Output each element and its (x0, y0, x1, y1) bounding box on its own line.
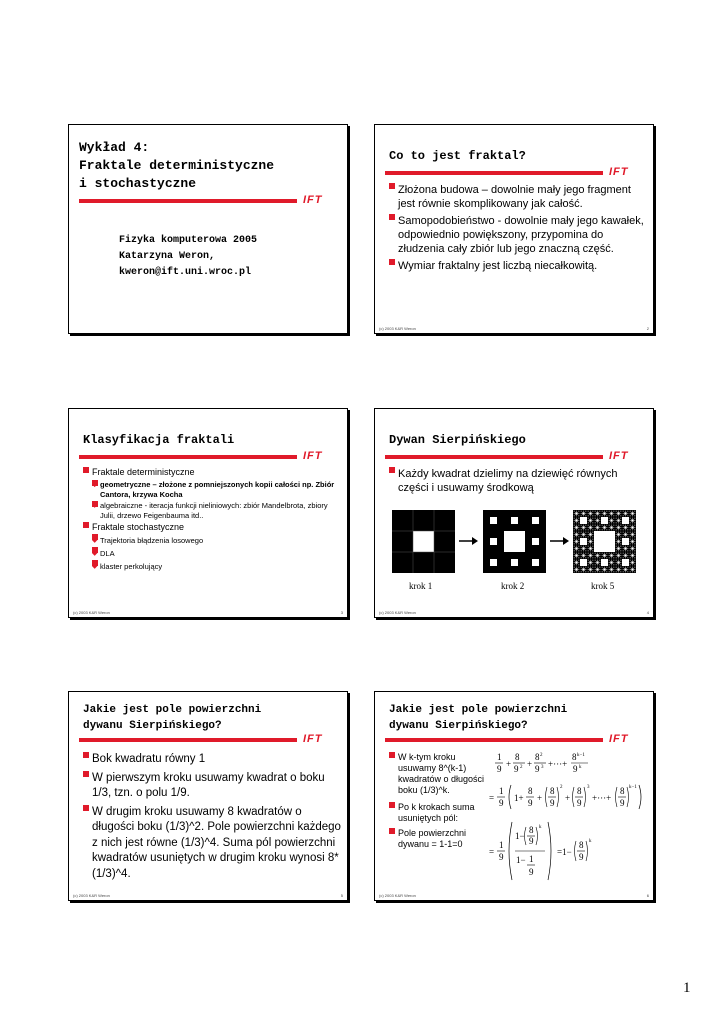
slide-number: 3 (340, 610, 343, 615)
svg-text:8: 8 (572, 752, 577, 762)
svg-text:k: k (539, 825, 542, 830)
slide-number: 2 (646, 326, 649, 331)
svg-text:8: 8 (579, 840, 584, 850)
slide-4 (374, 408, 654, 618)
svg-text:9: 9 (579, 852, 584, 862)
svg-text:+···+: +···+ (592, 793, 612, 803)
bullet-item: W k-tym kroku usuwamy 8^(k-1) kwadratów o długości boku (1/3)^k. (389, 752, 487, 796)
svg-text:9: 9 (514, 764, 519, 774)
author-line: Fizyka komputerowa 2005 (119, 235, 258, 246)
step-caption: krok 2 (501, 581, 525, 591)
svg-text:1−: 1− (515, 831, 525, 841)
sierpinski-step-5 (573, 510, 636, 573)
svg-text:3: 3 (587, 785, 590, 790)
svg-text:8: 8 (550, 786, 555, 796)
title-underline (385, 455, 603, 459)
slide-2 (374, 124, 654, 334)
svg-text:8: 8 (528, 786, 533, 796)
ift-logo: IFT (609, 166, 629, 178)
svg-text:+: + (537, 793, 543, 803)
step-caption: krok 1 (409, 581, 433, 591)
svg-text:+: + (506, 759, 512, 769)
svg-text:k: k (589, 839, 592, 844)
slide-title: Co to jest fraktal? (389, 149, 526, 163)
sierpinski-step-1 (392, 510, 455, 573)
title-underline (79, 738, 297, 742)
svg-text:9: 9 (535, 764, 540, 774)
sub-item: ◆ geometryczne – złożone z pomniejszonych kopii całości np. Zbiór Cantora, krzywa Kocha (92, 480, 339, 499)
sub-item: ◆ algebraiczne - iteracja funkcji nieliniowych: zbiór Mandelbrota, zbiory Julii, drzewo Feigenbauma itd.. (92, 501, 339, 520)
svg-text:=: = (489, 847, 495, 857)
title-underline (79, 199, 297, 203)
bullet-list (389, 467, 645, 495)
svg-text:8: 8 (535, 752, 540, 762)
arrow-right-icon (550, 536, 570, 546)
bullet-item (83, 522, 339, 573)
page-number: 1 (683, 980, 691, 996)
slide-title: Dywan Sierpińskiego (389, 433, 526, 447)
bullet-text: Fraktale deterministyczne (92, 467, 195, 477)
ift-logo: IFT (303, 450, 323, 462)
slide-number: 4 (646, 610, 649, 615)
svg-text:1: 1 (497, 752, 502, 762)
slide-1 (68, 124, 348, 334)
slide-footer: (c) 2003 K&R Weron (379, 893, 416, 898)
slide-title: Jakie jest pole powierzchni dywanu Sierpińskiego? (389, 704, 568, 732)
svg-text:1: 1 (499, 840, 504, 850)
sub-item: ◆ DLA (92, 547, 339, 560)
ift-logo: IFT (609, 733, 629, 745)
bullet-list (389, 183, 647, 273)
svg-text:9: 9 (499, 798, 504, 808)
bullet-list (389, 752, 487, 850)
ift-logo: IFT (609, 450, 629, 462)
svg-text:2: 2 (540, 753, 543, 758)
svg-text:1: 1 (529, 854, 534, 864)
author-block (119, 233, 257, 281)
svg-text:9: 9 (529, 836, 534, 846)
bullet-item: Złożona budowa – dowolnie mały jego fragment jest równie skomplikowany jak całość. (389, 183, 647, 211)
bullet-item: W drugim kroku usuwamy 8 kwadratów o długości boku (1/3)^2. Pole powierzchni każdego z nich jest równe (1/3)^4. Suma pól powierzchni kwadratów usuniętych w drugim kroku wynosi 8* (1/3)^4. (83, 805, 341, 883)
svg-text:=: = (489, 793, 495, 803)
bullet-item: Pole powierzchni dywanu = 1-1=0 (389, 828, 487, 850)
bullet-list (83, 467, 339, 573)
svg-text:1: 1 (499, 786, 504, 796)
svg-text:+: + (527, 759, 533, 769)
sub-item: ◆ Trajektoria błądzenia losowego (92, 534, 339, 547)
svg-text:9: 9 (577, 798, 582, 808)
slide-5 (68, 691, 348, 901)
bullet-text: Fraktale stochastyczne (92, 522, 185, 532)
sub-item: ◆ klaster perkolujący (92, 560, 339, 573)
svg-text:9: 9 (620, 798, 625, 808)
svg-text:8: 8 (577, 786, 582, 796)
svg-text:9: 9 (497, 764, 502, 774)
svg-text:2: 2 (520, 765, 523, 770)
slide-title: Klasyfikacja fraktali (83, 433, 235, 447)
ift-logo: IFT (303, 733, 323, 745)
bullet-item: Każdy kwadrat dzielimy na dziewięć równych części i usuwamy środkową (389, 467, 645, 495)
svg-text:9: 9 (573, 764, 578, 774)
sub-list (92, 534, 339, 573)
svg-text:=1−: =1− (557, 847, 572, 857)
svg-text:k−1: k−1 (577, 753, 585, 758)
slide-footer: (c) 2003 K&R Weron (379, 610, 416, 615)
svg-text:1+: 1+ (514, 793, 524, 803)
svg-text:9: 9 (528, 798, 533, 808)
ift-logo: IFT (303, 194, 323, 206)
svg-text:k: k (579, 765, 582, 770)
slide-3 (68, 408, 348, 618)
author-line: Katarzyna Weron, (119, 251, 216, 262)
svg-text:9: 9 (499, 852, 504, 862)
slide-title: Wykład 4: Fraktale deterministyczne i stochastyczne (79, 140, 275, 191)
svg-text:9: 9 (529, 867, 534, 877)
area-sum-formula (489, 748, 651, 882)
svg-text:k−1: k−1 (629, 785, 637, 790)
svg-text:1−: 1− (516, 855, 526, 865)
slide-number: 5 (340, 893, 343, 898)
step-caption: krok 5 (591, 581, 615, 591)
author-line: kweron@ift.uni.wroc.pl (119, 267, 252, 278)
bullet-item: Bok kwadratu równy 1 (83, 752, 341, 768)
svg-text:8: 8 (529, 825, 534, 835)
svg-text:2: 2 (560, 785, 563, 790)
svg-text:3: 3 (541, 765, 544, 770)
svg-text:+···+: +···+ (548, 759, 568, 769)
svg-text:8: 8 (620, 786, 625, 796)
sub-list (92, 480, 339, 520)
slide-footer: (c) 2003 K&R Weron (73, 610, 110, 615)
slide-footer: (c) 2003 K&R Weron (73, 893, 110, 898)
title-underline (385, 171, 603, 175)
bullet-item: Samopodobieństwo - dowolnie mały jego kawałek, odpowiednio powiększony, przypomina do złudzenia cały zbiór lub jego znaczną część. (389, 214, 647, 256)
svg-text:9: 9 (550, 798, 555, 808)
bullet-item: Po k krokach suma usuniętych pól: (389, 802, 487, 824)
slide-footer: (c) 2003 K&R Weron (379, 326, 416, 331)
bullet-list (83, 752, 341, 882)
sierpinski-step-2 (483, 510, 546, 573)
svg-text:+: + (565, 793, 571, 803)
arrow-right-icon (459, 536, 479, 546)
bullet-item: Wymiar fraktalny jest liczbą niecałkowitą. (389, 259, 647, 273)
bullet-item (83, 467, 339, 520)
bullet-item: W pierwszym kroku usuwamy kwadrat o boku 1/3, tzn. o polu 1/9. (83, 771, 341, 802)
slide-number: 6 (646, 893, 649, 898)
svg-text:8: 8 (515, 752, 520, 762)
slide-title: Jakie jest pole powierzchni dywanu Sierpińskiego? (83, 704, 262, 732)
slide-6 (374, 691, 654, 901)
title-underline (79, 455, 297, 459)
title-underline (385, 738, 603, 742)
